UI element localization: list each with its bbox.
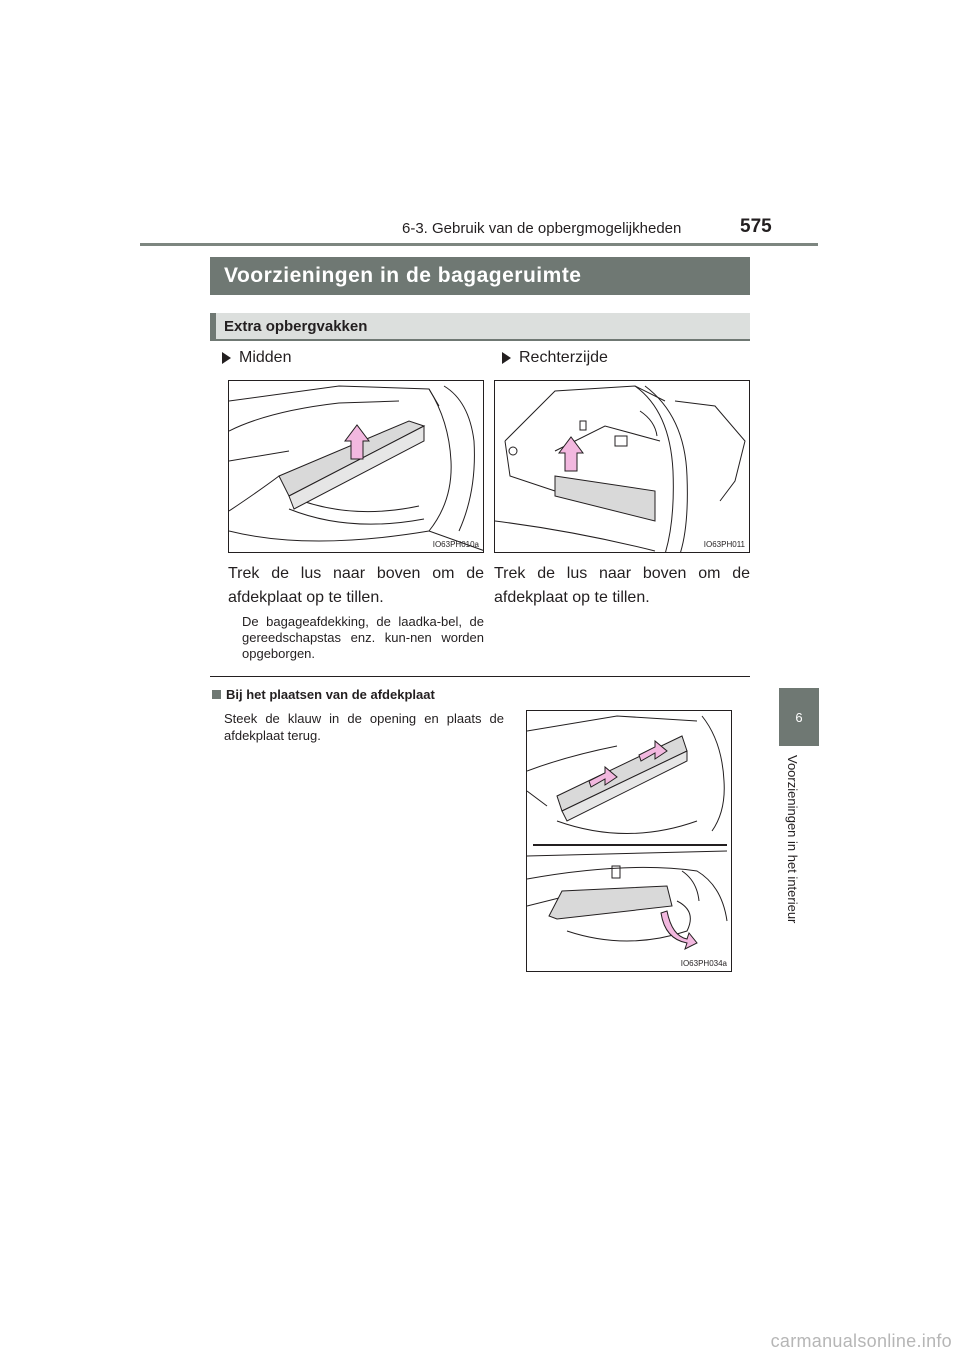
subsection-title: Extra opbergvakken	[224, 318, 368, 335]
figure-code: IO63PH034a	[680, 959, 727, 968]
square-bullet-icon	[212, 690, 221, 699]
subsection-accent	[210, 313, 216, 339]
note-text-center: De bagageafdekking, de laadka-bel, de gereedschapstas enz. kun-nen worden opgeborgen.	[242, 614, 484, 661]
figure-placing-cover	[526, 710, 732, 972]
column-label-rechterzijde	[502, 349, 608, 367]
chapter-side-label-text: Voorzieningen in het interieur	[785, 755, 800, 924]
trunk-center-illustration	[229, 381, 484, 553]
page-number: 575	[740, 216, 772, 237]
chapter-tab: 6	[779, 688, 819, 746]
placing-heading	[212, 687, 435, 702]
trunk-right-illustration	[495, 381, 750, 553]
column-label-midden	[222, 349, 291, 367]
figure-trunk-right-side	[494, 380, 750, 553]
instruction-text-center: Trek de lus naar boven om de afdekplaat op te tillen.	[228, 565, 484, 606]
placing-cover-illustration	[527, 711, 732, 972]
figure-code: IO63PH011	[703, 540, 745, 549]
placing-instruction-text: Steek de klauw in de opening en plaats de afdekplaat terug.	[224, 711, 504, 743]
section-separator	[210, 676, 750, 677]
column-label-text: Midden	[239, 349, 292, 366]
instruction-text-right: Trek de lus naar boven om de afdekplaat op te tillen.	[494, 565, 750, 606]
triangle-bullet-icon	[502, 352, 511, 364]
triangle-bullet-icon	[222, 352, 231, 364]
section-title: Voorzieningen in de bagageruimte	[210, 257, 750, 295]
subsection-bar	[210, 313, 750, 341]
header-rule	[140, 243, 818, 246]
figure-code: IO63PH010a	[432, 540, 479, 549]
figure-trunk-center	[228, 380, 484, 553]
running-header-section: 6-3. Gebruik van de opbergmogelijkheden	[402, 220, 682, 237]
placing-heading-text: Bij het plaatsen van de afdekplaat	[226, 687, 435, 702]
watermark: carmanualsonline.info	[770, 1331, 952, 1351]
column-label-text: Rechterzijde	[519, 349, 608, 366]
